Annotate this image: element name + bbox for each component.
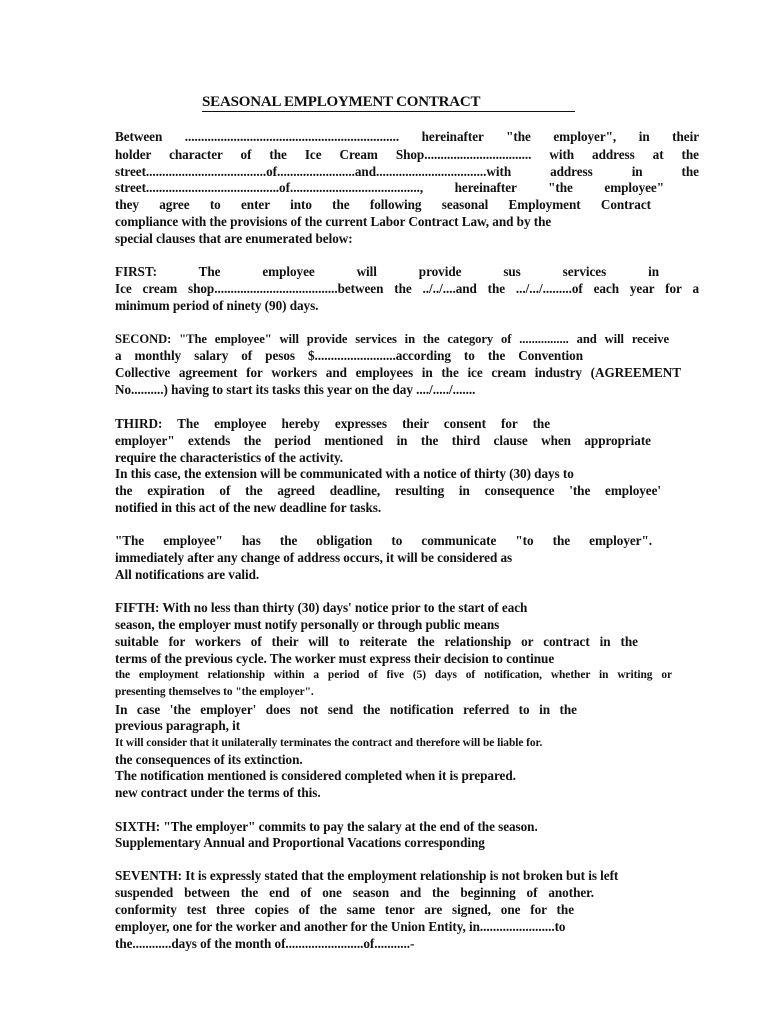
preamble-line-5: they agree to enter into the following seasonal Employment Contract: [115, 197, 651, 212]
clause-fifth-line-12: new contract under the terms of this.: [115, 785, 321, 800]
clause-seventh-line-2: suspended between the end of one season and the beginning of another.: [115, 885, 594, 900]
clause-third-line-6: notified in this act of the new deadline for tasks.: [115, 500, 382, 515]
preamble-line-7: special clauses that are enumerated below:: [115, 231, 353, 246]
clause-fifth-line-2: season, the employer must notify personally or through public means: [115, 617, 500, 632]
clause-fifth-line-7: In case 'the employer' does not send the notification referred to in the: [115, 702, 577, 717]
preamble-line-4: street.........................................of........................................, hereinafter "the employee": [115, 180, 664, 195]
clause-fifth-line-11: The notification mentioned is considered completed when it is prepared.: [115, 768, 516, 783]
clause-sixth-line-1: SIXTH: "The employer" commits to pay the salary at the end of the season.: [115, 819, 538, 834]
clause-fourth-line-1: "The employee" has the obligation to communicate "to the employer".: [115, 533, 652, 548]
clause-fifth-line-8: previous paragraph, it: [115, 718, 241, 733]
clause-fifth-line-4: terms of the previous cycle. The worker must express their decision to continue: [115, 651, 555, 666]
clause-seventh-line-1: SEVENTH: It is expressly stated that the employment relationship is not broken but is left: [115, 868, 619, 883]
clause-third-line-2: employer" extends the period mentioned in the third clause when appropriate: [115, 433, 651, 448]
clause-seventh-line-3: conformity test three copies of the same tenor are signed, one for the: [115, 902, 574, 917]
preamble-line-6: compliance with the provisions of the current Labor Contract Law, and by the: [115, 214, 552, 229]
clause-third-line-5: the expiration of the agreed deadline, resulting in consequence 'the employee': [115, 483, 661, 498]
preamble-line-3: street.....................................of........................and..................................with address in the: [115, 164, 699, 179]
clause-fifth-line-5: the employment relationship within a period of five (5) days of notification, whether in writing or: [115, 669, 672, 681]
clause-seventh-line-4: employer, one for the worker and another for the Union Entity, in.......................to: [115, 919, 566, 934]
clause-second-line-2: a monthly salary of pesos $.........................according to the Convention: [115, 348, 583, 363]
clause-first-line-2: Ice cream shop......................................between the ../../....and the .../.../.........of each year for a: [115, 281, 699, 296]
clause-fifth-line-9: It will consider that it unilaterally terminates the contract and therefore will be liable for.: [115, 737, 543, 749]
clause-second-line-1: SECOND: "The employee" will provide services in the category of ................ and will receive: [115, 332, 669, 346]
preamble-line-1: Between .................................................................. hereinafter "the employer", in their: [115, 129, 699, 144]
clause-sixth-line-2: Supplementary Annual and Proportional Vacations corresponding: [115, 835, 485, 850]
clause-seventh-line-5: the............days of the month of........................of...........-: [115, 936, 415, 951]
clause-fifth-line-3: suitable for workers of their will to reiterate the relationship or contract in the: [115, 634, 638, 649]
clause-fourth-line-2: immediately after any change of address occurs, it will be considered as: [115, 550, 513, 565]
preamble-line-2: holder character of the Ice Cream Shop................................. with address at the: [115, 147, 699, 162]
clause-fifth-line-6: presenting themselves to "the employer".: [115, 686, 314, 698]
clause-first-line-1: FIRST: The employee will provide sus services in: [115, 264, 659, 279]
clause-first-line-3: minimum period of ninety (90) days.: [115, 298, 319, 313]
clause-third-line-3: require the characteristics of the activity.: [115, 450, 344, 465]
clause-third-line-4: In this case, the extension will be communicated with a notice of thirty (30) days to: [115, 466, 574, 481]
document-title-block: [202, 94, 575, 116]
clause-fifth-line-1: FIFTH: With no less than thirty (30) days' notice prior to the start of each: [115, 600, 528, 615]
document-title: SEASONAL EMPLOYMENT CONTRACT: [202, 94, 481, 110]
clause-fourth-line-3: All notifications are valid.: [115, 567, 260, 582]
clause-second-line-3: Collective agreement for workers and employees in the ice cream industry (AGREEMENT: [115, 365, 681, 380]
clause-third-line-1: THIRD: The employee hereby expresses their consent for the: [115, 416, 550, 431]
title-underline: [202, 111, 575, 112]
clause-fifth-line-10: the consequences of its extinction.: [115, 752, 303, 767]
clause-second-line-4: No..........) having to start its tasks this year on the day ..../...../.......: [115, 382, 476, 397]
